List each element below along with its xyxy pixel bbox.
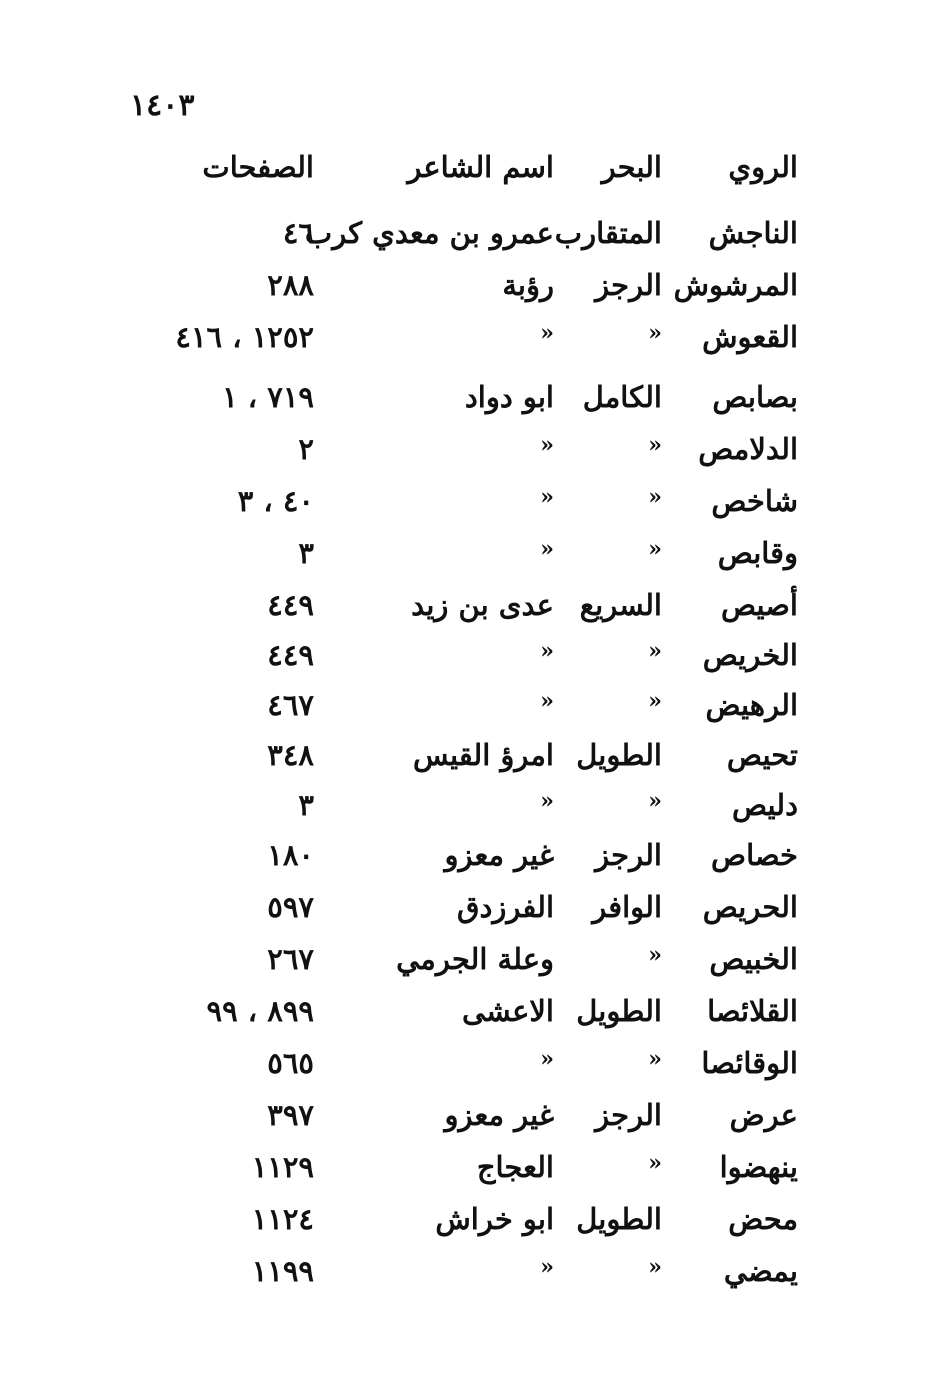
table-row bbox=[150, 484, 810, 536]
poet-cell: « bbox=[540, 1254, 554, 1280]
rhyme-cell: محض bbox=[728, 1202, 798, 1236]
rhyme-cell: ينهضوا bbox=[719, 1150, 798, 1184]
meter-cell: « bbox=[648, 1150, 662, 1176]
pages-cell: ٢ bbox=[298, 432, 314, 466]
meter-cell: المتقارب bbox=[554, 216, 662, 250]
meter-cell: « bbox=[648, 484, 662, 510]
pages-cell: ١١٩٩ bbox=[251, 1254, 314, 1288]
table-row bbox=[150, 1046, 810, 1098]
poet-cell: عمرو بن معدي كرب bbox=[304, 216, 554, 250]
poet-cell: عدى بن زيد bbox=[411, 588, 554, 622]
meter-cell: الطويل bbox=[576, 1202, 662, 1236]
meter-cell: الرجز bbox=[595, 268, 662, 302]
table-row bbox=[150, 1202, 810, 1254]
rhyme-cell: الوقائصا bbox=[701, 1046, 798, 1080]
meter-cell: « bbox=[648, 432, 662, 458]
table-row bbox=[150, 216, 810, 268]
pages-cell: ٨٩٩ ، ٩٩ bbox=[206, 994, 314, 1028]
table-body bbox=[150, 216, 810, 1306]
meter-cell: الكامل bbox=[582, 380, 662, 414]
meter-cell: الرجز bbox=[595, 838, 662, 872]
pages-cell: ١١٢٩ bbox=[251, 1150, 314, 1184]
rhyme-cell: الرهيض bbox=[705, 688, 798, 722]
poet-cell: الاعشى bbox=[462, 994, 554, 1028]
pages-cell: ٤٦٧ bbox=[267, 688, 314, 722]
pages-cell: ٧١٩ ، ١ bbox=[222, 380, 314, 414]
rhyme-cell: الدلامص bbox=[698, 432, 798, 466]
header-rhyme: الروي bbox=[728, 150, 798, 184]
page-number: ١٤٠٣ bbox=[130, 88, 195, 123]
pages-cell: ٥٩٧ bbox=[267, 890, 314, 924]
poet-cell: وعلة الجرمي bbox=[396, 942, 554, 976]
header-pages: الصفحات bbox=[202, 150, 314, 184]
header-poet: اسم الشاعر bbox=[407, 150, 554, 184]
table-row bbox=[150, 890, 810, 942]
pages-cell: ٥٦٥ bbox=[267, 1046, 314, 1080]
rhyme-cell: الحريص bbox=[702, 890, 798, 924]
poet-cell: « bbox=[540, 1046, 554, 1072]
header-meter: البحر bbox=[601, 150, 662, 184]
poet-cell: « bbox=[540, 432, 554, 458]
table-row bbox=[150, 788, 810, 838]
rhyme-cell: تحيص bbox=[726, 738, 798, 772]
table-row bbox=[150, 536, 810, 588]
meter-cell: « bbox=[648, 788, 662, 814]
rhyme-cell: بصابص bbox=[712, 380, 798, 414]
poet-cell: « bbox=[540, 320, 554, 346]
rhyme-cell: القلائصا bbox=[707, 994, 798, 1028]
rhyme-cell: أصيص bbox=[721, 588, 798, 622]
meter-cell: الرجز bbox=[595, 1098, 662, 1132]
rhyme-cell: الخريص bbox=[702, 638, 798, 672]
rhyme-cell: الخبيص bbox=[709, 942, 798, 976]
rhyme-cell: المرشوش bbox=[673, 268, 798, 302]
table-row bbox=[150, 432, 810, 484]
table-row bbox=[150, 588, 810, 638]
table-row bbox=[150, 320, 810, 380]
meter-cell: « bbox=[648, 1046, 662, 1072]
table-row bbox=[150, 994, 810, 1046]
meter-cell: الطويل bbox=[576, 738, 662, 772]
poet-cell: « bbox=[540, 536, 554, 562]
poet-cell: ابو خراش bbox=[435, 1202, 554, 1236]
rhyme-cell: الناجش bbox=[708, 216, 798, 250]
rhyme-cell: شاخص bbox=[711, 484, 798, 518]
rhyme-cell: وقابص bbox=[717, 536, 798, 570]
table-row bbox=[150, 1254, 810, 1306]
poet-cell: « bbox=[540, 638, 554, 664]
rhyme-cell: القعوش bbox=[702, 320, 798, 354]
pages-cell: ٣ bbox=[298, 536, 314, 570]
table-row bbox=[150, 380, 810, 432]
pages-cell: ٤٠ ، ٣ bbox=[237, 484, 314, 518]
poet-cell: « bbox=[540, 688, 554, 714]
meter-cell: « bbox=[648, 638, 662, 664]
pages-cell: ٢٦٧ bbox=[267, 942, 314, 976]
meter-cell: « bbox=[648, 536, 662, 562]
pages-cell: ٣ bbox=[298, 788, 314, 822]
rhyme-cell: دليص bbox=[731, 788, 798, 822]
meter-cell: الطويل bbox=[576, 994, 662, 1028]
table-header-row bbox=[150, 150, 810, 210]
poet-cell: « bbox=[540, 788, 554, 814]
poet-cell: العجاج bbox=[476, 1150, 554, 1184]
pages-cell: ٤٦ bbox=[282, 216, 314, 250]
pages-cell: ٤٤٩ bbox=[267, 588, 314, 622]
meter-cell: الوافر bbox=[592, 890, 662, 924]
pages-cell: ٢٨٨ bbox=[267, 268, 314, 302]
meter-cell: « bbox=[648, 1254, 662, 1280]
table-row bbox=[150, 688, 810, 738]
poet-cell: « bbox=[540, 484, 554, 510]
poet-cell: غير معزو bbox=[444, 1098, 554, 1132]
meter-cell: « bbox=[648, 320, 662, 346]
pages-cell: ١٢٥٢ ، ٤١٦ bbox=[175, 320, 314, 354]
meter-cell: « bbox=[648, 942, 662, 968]
pages-cell: ١١٢٤ bbox=[251, 1202, 314, 1236]
poet-cell: رؤبة bbox=[502, 268, 554, 302]
table-row bbox=[150, 838, 810, 890]
poet-cell: غير معزو bbox=[444, 838, 554, 872]
rhyme-cell: خصاص bbox=[711, 838, 798, 872]
table-row bbox=[150, 738, 810, 788]
table-row bbox=[150, 268, 810, 320]
rhyme-cell: عرض bbox=[729, 1098, 798, 1132]
pages-cell: ٤٤٩ bbox=[267, 638, 314, 672]
poet-cell: ابو دواد bbox=[464, 380, 554, 414]
pages-cell: ٣٤٨ bbox=[267, 738, 314, 772]
poet-cell: امرؤ القيس bbox=[413, 738, 554, 772]
table-row bbox=[150, 1150, 810, 1202]
meter-cell: « bbox=[648, 688, 662, 714]
pages-cell: ١٨٠ bbox=[267, 838, 314, 872]
rhyme-index-table bbox=[150, 150, 810, 1306]
table-row bbox=[150, 942, 810, 994]
table-row bbox=[150, 1098, 810, 1150]
rhyme-cell: يمضي bbox=[723, 1254, 798, 1288]
poet-cell: الفرزدق bbox=[457, 890, 554, 924]
meter-cell: السريع bbox=[579, 588, 662, 622]
pages-cell: ٣٩٧ bbox=[267, 1098, 314, 1132]
table-row bbox=[150, 638, 810, 688]
